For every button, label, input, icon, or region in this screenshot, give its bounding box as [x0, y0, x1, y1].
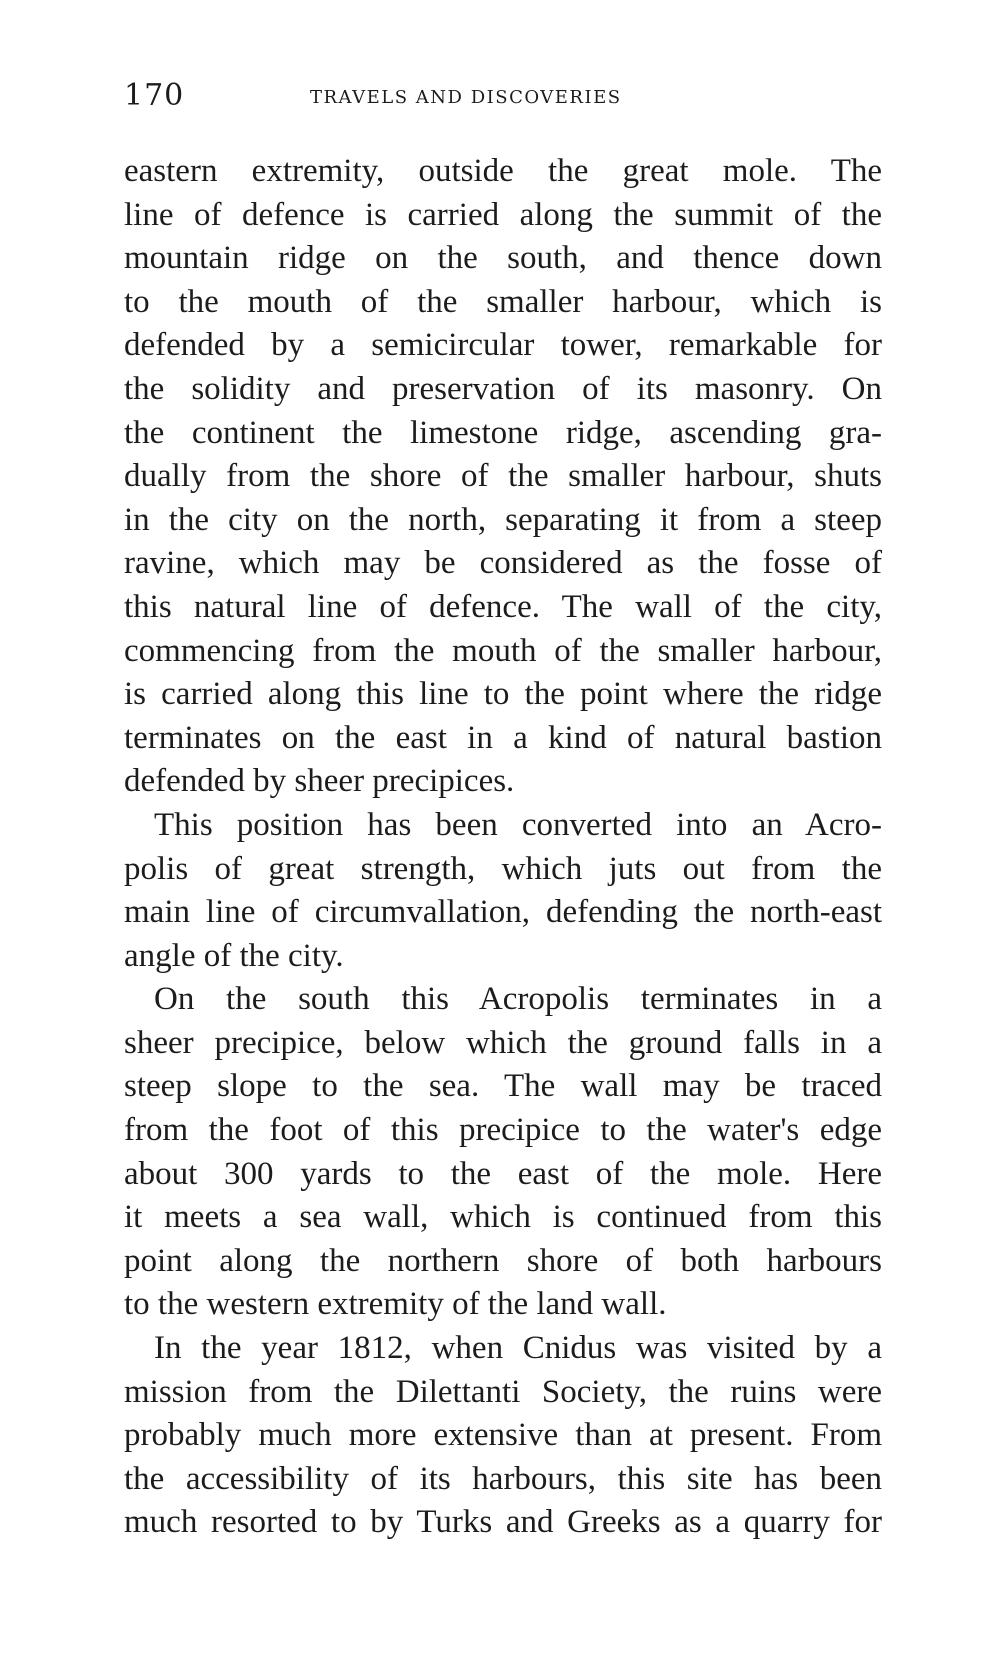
- running-head: TRAVELS AND DISCOVERIES: [310, 87, 622, 108]
- text-line: ravine, which may be considered as the fosse of: [124, 545, 882, 582]
- text-line: polis of great strength, which juts out from the: [124, 850, 882, 887]
- text-line: the accessibility of its harbours, this site has been: [124, 1460, 882, 1497]
- page-number: 170: [124, 78, 185, 113]
- text-line: commencing from the mouth of the smaller harbour,: [124, 632, 882, 669]
- text-line: it meets a sea wall, which is continued from this: [124, 1199, 882, 1236]
- text-line: defended by sheer precipices.: [124, 763, 515, 800]
- text-line: mountain ridge on the south, and thence down: [124, 240, 882, 277]
- text-line: This position has been converted into an Acro-: [154, 806, 882, 843]
- text-line: dually from the shore of the smaller harbour, shuts: [124, 458, 882, 495]
- text-line: steep slope to the sea. The wall may be traced: [124, 1068, 882, 1105]
- text-line: mission from the Dilettanti Society, the ruins were: [124, 1373, 882, 1410]
- page-header: [124, 78, 882, 118]
- text-line: much resorted to by Turks and Greeks as a quarry for: [124, 1504, 882, 1541]
- text-line: the continent the limestone ridge, ascending gra-: [124, 414, 882, 451]
- text-line: eastern extremity, outside the great mole. The: [124, 153, 882, 189]
- text-line: point along the northern shore of both harbours: [124, 1242, 882, 1279]
- text-line: from the foot of this precipice to the water's edge: [124, 1112, 882, 1149]
- text-line: sheer precipice, below which the ground falls in a: [124, 1024, 882, 1061]
- text-line: line of defence is carried along the summit of the: [124, 196, 882, 233]
- text-line: On the south this Acropolis terminates in a: [154, 981, 882, 1018]
- text-line: to the mouth of the smaller harbour, which is: [124, 283, 882, 320]
- body-text: [124, 150, 882, 1545]
- text-line: to the western extremity of the land wall.: [124, 1286, 667, 1323]
- text-line: probably much more extensive than at present. From: [124, 1417, 882, 1454]
- text-line: In the year 1812, when Cnidus was visited by a: [154, 1330, 882, 1367]
- text-line: angle of the city.: [124, 937, 344, 974]
- text-line: in the city on the north, separating it from a steep: [124, 501, 882, 538]
- text-line: the solidity and preservation of its masonry. On: [124, 370, 882, 407]
- text-line: is carried along this line to the point where the ridge: [124, 676, 882, 713]
- text-line: main line of circumvallation, defending the north-east: [124, 894, 882, 931]
- text-line: this natural line of defence. The wall of the city,: [124, 588, 882, 625]
- text-line: defended by a semicircular tower, remarkable for: [124, 327, 882, 364]
- text-line: about 300 yards to the east of the mole. Here: [124, 1155, 882, 1192]
- text-line: terminates on the east in a kind of natural bastion: [124, 719, 882, 756]
